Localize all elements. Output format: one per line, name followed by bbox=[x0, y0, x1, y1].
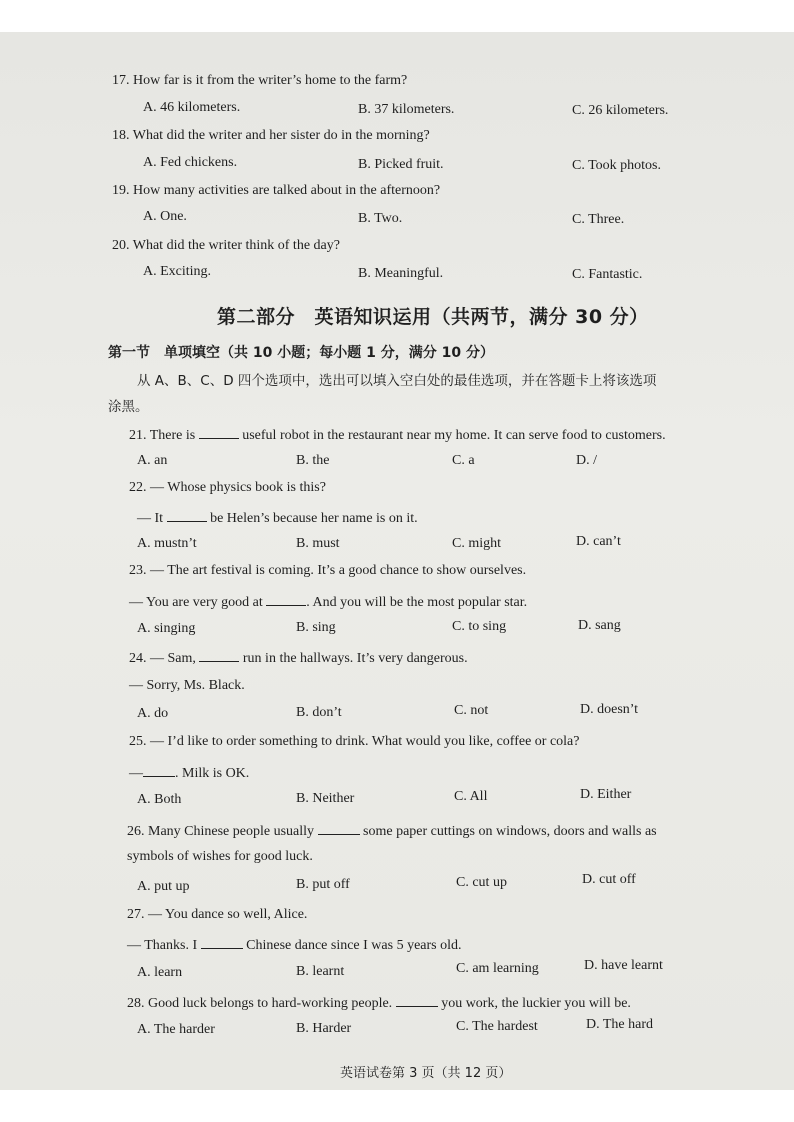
question-21-text-after: useful robot in the restaurant near my home. It can serve food to customers. bbox=[242, 428, 666, 443]
question-26-option-b: B. put off bbox=[296, 877, 350, 892]
question-26-text-after: some paper cuttings on windows, doors and walls as bbox=[363, 824, 657, 839]
question-25-option-a: A. Both bbox=[137, 792, 182, 807]
answer-blank bbox=[167, 507, 207, 522]
question-23-option-a: A. singing bbox=[137, 621, 196, 636]
question-23-text-before: — You are very good at bbox=[129, 595, 263, 610]
question-22-option-a: A. mustn’t bbox=[137, 536, 197, 551]
instructions-line-1: 从 A、B、C、D 四个选项中，选出可以填入空白处的最佳选项，并在答题卡上将该选项 bbox=[137, 373, 657, 389]
answer-blank bbox=[318, 820, 360, 835]
question-27-text-after: Chinese dance since I was 5 years old. bbox=[246, 938, 462, 953]
part-two-title: 第二部分 英语知识运用（共两节，满分 30 分） bbox=[217, 306, 649, 328]
question-25-option-c: C. All bbox=[454, 789, 488, 804]
question-21-text-before: 21. There is bbox=[129, 428, 196, 443]
question-26-option-a: A. put up bbox=[137, 879, 190, 894]
question-18-stem: 18. What did the writer and her sister do in the morning? bbox=[112, 128, 430, 143]
question-26-option-d: D. cut off bbox=[582, 872, 636, 887]
question-18-option-b: B. Picked fruit. bbox=[358, 157, 444, 172]
question-27-option-b: B. learnt bbox=[296, 964, 345, 979]
question-23-line-2 bbox=[129, 591, 527, 612]
question-26-text-before: 26. Many Chinese people usually bbox=[127, 824, 315, 839]
question-25-option-d: D. Either bbox=[580, 787, 632, 802]
question-22-line-2 bbox=[137, 507, 418, 528]
question-20-option-c: C. Fantastic. bbox=[572, 267, 643, 282]
question-18-option-a: A. Fed chickens. bbox=[143, 155, 238, 170]
question-27-option-c: C. am learning bbox=[456, 961, 539, 976]
section-one-title: 第一节 单项填空（共 10 小题；每小题 1 分，满分 10 分） bbox=[108, 345, 494, 361]
question-23-text-after: . And you will be the most popular star. bbox=[306, 595, 528, 610]
top-margin bbox=[0, 0, 794, 32]
question-25-option-b: B. Neither bbox=[296, 791, 355, 806]
question-27-option-d: D. have learnt bbox=[584, 958, 663, 973]
answer-blank bbox=[201, 934, 243, 949]
question-26-line-1 bbox=[127, 820, 657, 841]
question-20-option-a: A. Exciting. bbox=[143, 264, 212, 279]
question-27-line-2 bbox=[127, 934, 462, 955]
question-21-option-d: D. / bbox=[576, 453, 597, 468]
question-23-line-1: 23. — The art festival is coming. It’s a good chance to show ourselves. bbox=[129, 563, 527, 578]
question-22-line-1: 22. — Whose physics book is this? bbox=[129, 480, 326, 495]
question-28-line-1 bbox=[127, 992, 631, 1013]
question-19-option-b: B. Two. bbox=[358, 211, 403, 226]
question-22-option-c: C. might bbox=[452, 536, 502, 551]
answer-blank bbox=[266, 591, 306, 606]
question-24-line-2: — Sorry, Ms. Black. bbox=[129, 678, 245, 693]
question-28-text-before: 28. Good luck belongs to hard-working people. bbox=[127, 996, 393, 1011]
question-23-option-d: D. sang bbox=[578, 618, 621, 633]
question-20-stem: 20. What did the writer think of the day? bbox=[112, 238, 340, 253]
question-25-line-1: 25. — I’d like to order something to drink. What would you like, coffee or cola? bbox=[129, 734, 580, 749]
question-17-stem: 17. How far is it from the writer’s home to the farm? bbox=[112, 73, 408, 88]
question-24-option-d: D. doesn’t bbox=[580, 702, 639, 717]
question-19-stem: 19. How many activities are talked about in the afternoon? bbox=[112, 183, 441, 198]
answer-blank bbox=[396, 992, 438, 1007]
answer-blank bbox=[199, 647, 239, 662]
question-24-text-before: 24. — Sam, bbox=[129, 651, 196, 666]
question-21-option-c: C. a bbox=[452, 453, 475, 468]
question-26-option-c: C. cut up bbox=[456, 875, 507, 890]
question-25-line-2 bbox=[129, 762, 249, 783]
question-28-text-after: you work, the luckier you will be. bbox=[441, 996, 631, 1011]
page-footer: 英语试卷第 3 页（共 12 页） bbox=[340, 1066, 512, 1081]
question-25-text-before: — bbox=[129, 766, 143, 781]
question-23-option-b: B. sing bbox=[296, 620, 336, 635]
question-27-option-a: A. learn bbox=[137, 965, 183, 980]
question-17-option-a: A. 46 kilometers. bbox=[143, 100, 241, 115]
question-21-option-a: A. an bbox=[137, 453, 168, 468]
question-23-option-c: C. to sing bbox=[452, 619, 507, 634]
question-24-text-after: run in the hallways. It’s very dangerous. bbox=[242, 651, 468, 666]
answer-blank bbox=[199, 424, 239, 439]
question-24-option-c: C. not bbox=[454, 703, 489, 718]
question-28-option-c: C. The hardest bbox=[456, 1019, 538, 1034]
question-19-option-c: C. Three. bbox=[572, 212, 625, 227]
question-26-line-2: symbols of wishes for good luck. bbox=[127, 849, 313, 864]
question-22-text-after: be Helen’s because her name is on it. bbox=[210, 511, 418, 526]
question-24-line-1 bbox=[129, 647, 468, 668]
question-20-option-b: B. Meaningful. bbox=[358, 266, 444, 281]
question-21-option-b: B. the bbox=[296, 453, 330, 468]
question-18-option-c: C. Took photos. bbox=[572, 158, 661, 173]
question-17-option-c: C. 26 kilometers. bbox=[572, 103, 669, 118]
question-27-text-before: — Thanks. I bbox=[127, 938, 198, 953]
question-17-option-b: B. 37 kilometers. bbox=[358, 102, 455, 117]
question-28-option-b: B. Harder bbox=[296, 1021, 352, 1036]
question-22-text-before: — It bbox=[137, 511, 164, 526]
question-28-option-d: D. The hard bbox=[586, 1017, 653, 1032]
question-22-option-b: B. must bbox=[296, 536, 340, 551]
question-24-option-b: B. don’t bbox=[296, 705, 342, 720]
question-21-stem bbox=[129, 424, 666, 445]
bottom-margin bbox=[0, 1090, 794, 1122]
answer-blank bbox=[143, 762, 175, 777]
question-19-option-a: A. One. bbox=[143, 209, 187, 224]
question-27-line-1: 27. — You dance so well, Alice. bbox=[127, 907, 308, 922]
question-28-option-a: A. The harder bbox=[137, 1022, 215, 1037]
question-24-option-a: A. do bbox=[137, 706, 169, 721]
instructions-line-2: 涂黑。 bbox=[108, 399, 149, 415]
question-25-text-after: . Milk is OK. bbox=[175, 766, 250, 781]
question-22-option-d: D. can’t bbox=[576, 534, 621, 549]
